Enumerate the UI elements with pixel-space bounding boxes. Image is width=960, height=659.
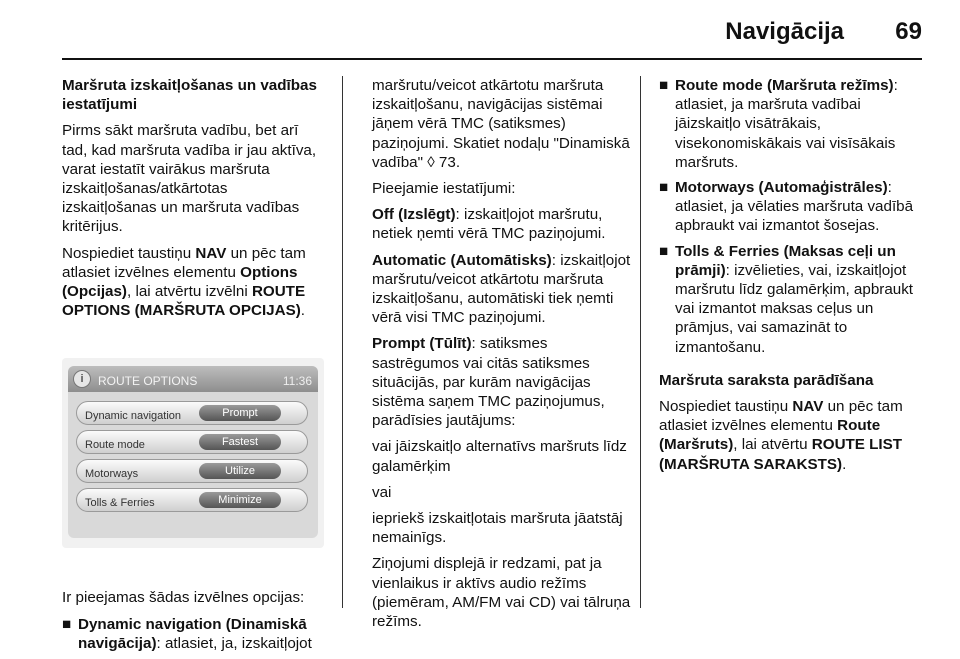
setting-name: Automatic (Automātisks) — [372, 251, 552, 269]
setting-name: Prompt (Tūlīt) — [372, 335, 472, 353]
paragraph — [62, 244, 326, 321]
paragraph: Pirms sākt maršruta vadību, bet arī tad, kad maršruta vadība ir jau aktīva, varat iestatīt vairākus maršruta izskaitļošanas/atkārtotas izskaitļošanas un maršruta vadības kritērijus. — [62, 122, 317, 236]
option-description: : atlasiet, ja, izskaitļojot — [156, 634, 312, 652]
text: . — [842, 455, 847, 473]
text: Nospiediet taustiņu — [62, 244, 196, 262]
section-heading: Maršruta saraksta parādīšana — [659, 371, 874, 389]
page-number: 69 — [895, 18, 922, 45]
option-value[interactable]: Prompt — [199, 405, 281, 421]
paragraph: vai — [372, 483, 392, 501]
option-value[interactable]: Minimize — [199, 492, 281, 508]
option-label: Motorways — [85, 468, 139, 481]
paragraph: Ziņojumi displejā ir redzami, pat ja vienlaikus ir aktīvs audio režīms (piemēram, AM/FM vai CD) vai tālruņa režīms. — [372, 555, 631, 631]
route-options-screenshot — [62, 358, 324, 548]
paragraph: Ir pieejamas šādas izvēlnes opcijas: — [62, 589, 305, 607]
menu-name: ROUTE LIST (MARŠRUTA SARAKSTS) — [659, 436, 903, 473]
text: un pēc tam atlasiet izvēlnes elementu — [659, 398, 903, 435]
header-rule — [62, 58, 922, 60]
bullet-icon: ■ — [62, 615, 72, 633]
menu-name: ROUTE OPTIONS (MARŠRUTA OPCIJAS) — [62, 283, 306, 320]
text: . — [300, 302, 306, 320]
paragraph — [659, 397, 925, 474]
paragraph: vai jāizskaitļo alternatīvs maršruts līdz galamērķim — [372, 438, 627, 475]
option-label: Route mode — [85, 439, 145, 452]
paragraph — [372, 251, 634, 328]
key-name: NAV — [792, 398, 824, 416]
list-item — [659, 178, 925, 236]
text: , lai atvērtu — [733, 436, 812, 454]
option-label: Tolls & Ferries — [85, 497, 155, 510]
paragraph — [372, 334, 634, 430]
list-item — [659, 242, 925, 357]
column-divider-1 — [342, 76, 343, 608]
list-item — [62, 615, 326, 653]
setting-description: : izskaitļojot maršrutu/veicot atkārtotu maršruta izskaitļošanu, automātiski tiek ņemti vērā visi TMC paziņojumi. — [372, 251, 631, 327]
column-3 — [659, 76, 925, 481]
paragraph — [372, 205, 634, 243]
option-description: : atlasiet, ja vēlaties maršruta vadībā apbraukt vai izmantot šosejas. — [675, 179, 914, 235]
option-description: : izvēlieties, vai, izskaitļojot maršrutu līdz galamērķim, apbraukt vai izmantot maksas ceļus un prāmjus, vai samazināt to izmantošanu. — [675, 261, 914, 356]
paragraph: iepriekš izskaitļotais maršruta jāatstāj nemainīgs. — [372, 510, 623, 547]
column-1 — [62, 76, 326, 659]
option-label: Dynamic navigation — [85, 410, 181, 423]
text: Nospiediet taustiņu — [659, 398, 793, 416]
option-value[interactable]: Utilize — [199, 463, 281, 479]
device-screen — [68, 366, 318, 538]
text: un pēc tam atlasiet izvēlnes elementu — [62, 244, 306, 281]
screen-title-bar — [68, 366, 318, 392]
setting-name: Off (Izslēgt) — [372, 206, 456, 224]
column-2 — [372, 76, 634, 638]
list-item — [659, 76, 925, 172]
screen-clock: 11:36 — [282, 374, 312, 389]
screen-title: ROUTE OPTIONS — [98, 374, 198, 389]
option-name: Motorways (Automaģistrāles) — [675, 179, 888, 197]
setting-description: : satiksmes sastrēgumos vai citās satiksmes situācijās, par kurām navigācijas sistēma saņem TMC paziņojumus, parādīsies jautājums: — [372, 335, 605, 430]
key-name: NAV — [195, 244, 227, 262]
section-heading: Maršruta izskaitļošanas un vadības iestatījumi — [62, 77, 317, 114]
option-value[interactable]: Fastest — [199, 434, 281, 450]
paragraph: Pieejamie iestatījumi: — [372, 180, 516, 198]
page-title: Navigācija — [725, 18, 844, 45]
option-description: : atlasiet, ja maršruta vadībai jāizskaitļo visātrākais, visekonomiskākais vai visīsākais maršruts. — [675, 77, 898, 171]
option-name: Dynamic navigation (Dinamiskā navigācija) — [78, 615, 307, 652]
option-row-motorways[interactable] — [76, 459, 308, 483]
bullet-icon: ■ — [659, 242, 669, 260]
option-row-route-mode[interactable] — [76, 430, 308, 454]
option-row-tolls-ferries[interactable] — [76, 488, 308, 512]
text: , lai atvērtu izvēlni — [127, 283, 252, 301]
bullet-icon: ■ — [659, 179, 669, 197]
option-row-dynamic-navigation[interactable] — [76, 401, 308, 425]
info-icon: i — [73, 370, 91, 388]
bullet-icon: ■ — [659, 77, 669, 94]
setting-description: : izskaitļojot maršrutu, netiek ņemti vērā TMC paziņojumi. — [372, 206, 606, 243]
paragraph: maršrutu/veicot atkārtotu maršruta izskaitļošanu, navigācijas sistēmai jāņem vērā TMC (satiksmes) paziņojumi. Skatiet nodaļu "Dinamiskā vadība" ◊ 73. — [372, 77, 630, 171]
column-divider-2 — [640, 76, 641, 608]
menu-item-name: Route (Maršruts) — [659, 417, 881, 454]
menu-item-name: Options (Opcijas) — [62, 263, 298, 301]
option-name: Route mode (Maršruta režīms) — [675, 77, 894, 94]
option-name: Tolls & Ferries (Maksas ceļi un prāmji) — [675, 242, 896, 279]
